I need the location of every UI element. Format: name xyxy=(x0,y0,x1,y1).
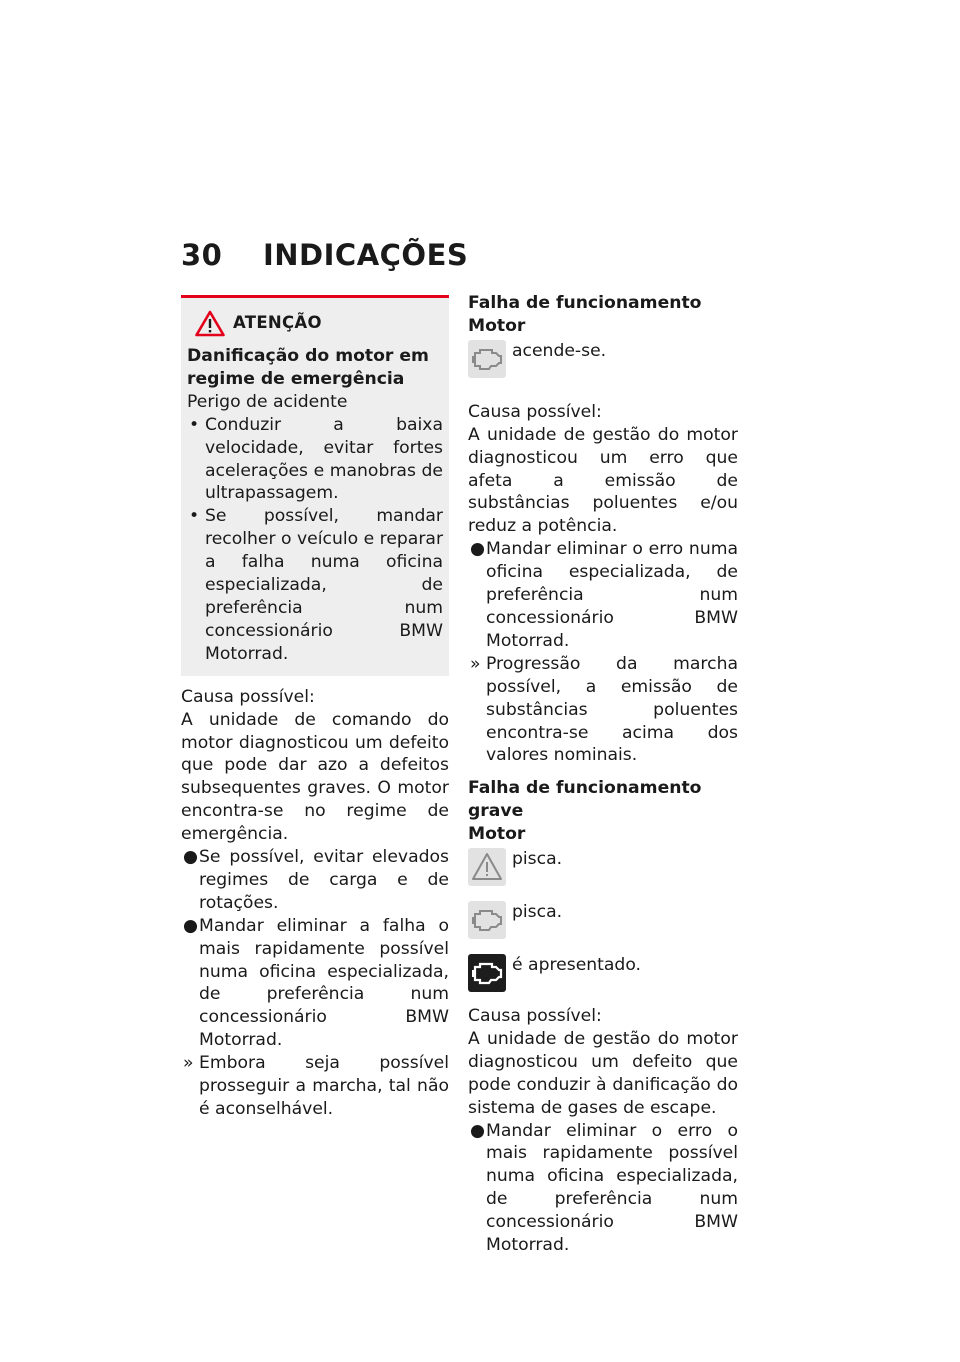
indicator-row xyxy=(468,901,738,952)
indicator-row xyxy=(468,340,738,391)
indicator-row xyxy=(468,954,738,1005)
page-title: INDICAÇÕES xyxy=(263,238,469,272)
cause-label: Causa possível: xyxy=(181,686,315,707)
cause-label: Causa possível: xyxy=(468,401,602,422)
indicator-text: acende-se. xyxy=(512,340,607,361)
list-item: ● Se possível, evitar elevados regimes de carga e de rotações. xyxy=(183,847,449,913)
page-number: 30 xyxy=(181,238,223,272)
section1-title: Falha de funcionamento Motor xyxy=(468,293,702,336)
warning-label: ATENÇÃO xyxy=(233,313,322,333)
list-item: » Progressão da marcha possível, a emissão de substâncias poluentes encontra-se acima dos valores nominais. xyxy=(470,653,738,766)
engine-icon xyxy=(468,340,506,378)
warning-triangle-icon xyxy=(195,310,225,337)
list-item: • Conduzir a baixa velocidade, evitar fortes acelerações e manobras de ultrapassagem. xyxy=(189,414,443,504)
action-list xyxy=(181,846,449,1121)
indicator-text: pisca. xyxy=(512,849,563,870)
indicator-text: é apresentado. xyxy=(512,955,642,976)
list-item: ● Mandar eliminar o erro numa oficina especializada, de preferência num concessionário BMW Motorrad. xyxy=(470,539,738,651)
engine-icon-inverse xyxy=(468,954,506,992)
section2-title: Falha de funcionamento grave Motor xyxy=(468,778,702,845)
page-header xyxy=(181,238,468,272)
cause-text: A unidade de gestão do motor diagnosticou um defeito que pode conduzir à danificação do sistema de gases de escape. xyxy=(468,1028,738,1118)
list-item: ● Mandar eliminar o erro o mais rapidamente possível numa oficina especializada, de preferência num concessionário BMW Motorrad. xyxy=(470,1120,738,1256)
indicator-text: pisca. xyxy=(512,902,563,923)
cause-text: A unidade de gestão do motor diagnosticou um erro que afeta a emissão de substâncias poluentes e/ou reduz a potência. xyxy=(468,424,738,537)
list-item: • Se possível, mandar recolher o veículo e reparar a falha numa oficina especializada, de preferência num concessionário BMW Motorrad. xyxy=(189,506,444,664)
action-list xyxy=(468,1120,738,1257)
warning-title: Danificação do motor em regime de emergência xyxy=(187,346,429,389)
list-item: ● Mandar eliminar a falha o mais rapidamente possível numa oficina especializada, de preferência num concessionário BMW Motorrad. xyxy=(183,915,449,1051)
warning-header xyxy=(187,310,443,337)
action-list xyxy=(468,538,738,767)
warning-list xyxy=(187,414,443,666)
cause-text: A unidade de comando do motor diagnosticou um defeito que pode dar azo a defeitos subsequentes graves. O motor encontra-se no regime de emergência. xyxy=(181,709,449,845)
list-item: » Embora seja possível prosseguir a marcha, tal não é aconselhável. xyxy=(183,1053,449,1119)
right-column xyxy=(468,292,738,1257)
general-warning-icon xyxy=(468,848,506,886)
engine-icon xyxy=(468,901,506,939)
warning-box xyxy=(181,295,449,676)
warning-subtitle: Perigo de acidente xyxy=(187,391,348,412)
cause-label: Causa possível: xyxy=(468,1006,602,1027)
left-column xyxy=(181,295,449,1121)
indicator-row xyxy=(468,848,738,899)
